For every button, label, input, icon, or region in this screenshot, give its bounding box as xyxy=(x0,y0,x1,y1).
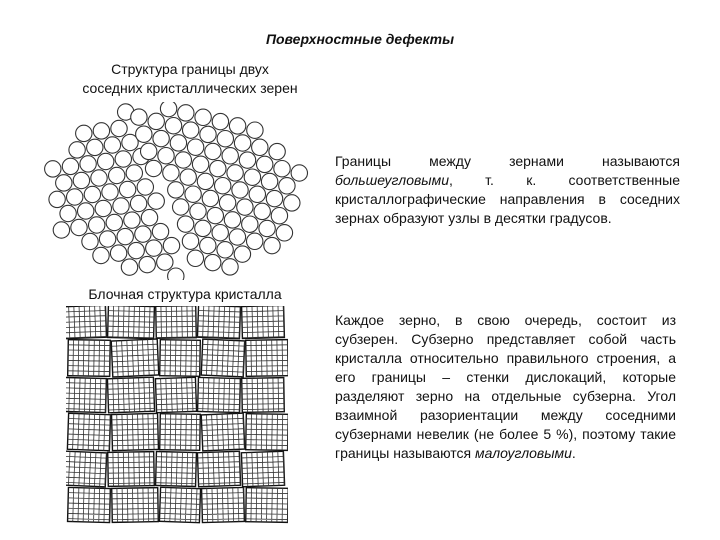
atom-circle xyxy=(222,259,238,275)
sub-block xyxy=(108,306,155,339)
block-figure-caption: Блочная структура кристалла xyxy=(88,286,282,302)
paragraph2-text-a: Каждое зерно, в свою очередь, состоит из субзерен. Субзерно представляет собой часть кристалла относительно правильного строения, а его границы – стенки дислокаций, которые разделяют зерно на отдельные субзерна. Угол взаимной разориентации между соседними субзернами невелик (не более 5 %), поэтому такие границы называются xyxy=(335,312,676,461)
atom-circle xyxy=(200,126,216,142)
atom-circle xyxy=(95,200,111,216)
atom-circle xyxy=(217,131,233,147)
grain-caption-line2: соседних кристаллических зерен xyxy=(82,80,298,96)
atom-circle xyxy=(229,229,245,245)
atom-circle xyxy=(224,212,240,228)
paragraph-high-angle-boundaries xyxy=(335,152,680,228)
atom-circle xyxy=(102,184,118,200)
atom-circle xyxy=(257,156,273,172)
sub-block xyxy=(68,340,111,377)
atom-circle xyxy=(261,173,277,189)
paragraph1-text-b: , т. к. соответственные кристаллографические направления в соседних зернах образуют узлы в десятки градусов. xyxy=(335,172,680,226)
atom-circle xyxy=(182,233,198,249)
atom-circle xyxy=(195,220,211,236)
atom-circle xyxy=(93,247,109,263)
atom-circle xyxy=(274,161,290,177)
sub-block xyxy=(66,306,107,339)
atom-circle xyxy=(110,245,126,261)
atom-circle xyxy=(219,195,235,211)
atom-circle xyxy=(205,143,221,159)
atom-circle xyxy=(153,130,169,146)
atom-circle xyxy=(234,135,250,151)
sub-block xyxy=(202,487,245,522)
atom-circle xyxy=(222,148,238,164)
atom-circle xyxy=(49,191,65,207)
atom-circle xyxy=(113,198,129,214)
atom-circle xyxy=(139,256,155,272)
sub-block xyxy=(67,413,110,450)
sub-block xyxy=(201,413,245,451)
atom-circle xyxy=(254,203,270,219)
atom-circle xyxy=(80,156,96,172)
atom-circle xyxy=(291,165,307,181)
atom-circle xyxy=(53,222,69,238)
grain-figure-caption xyxy=(40,60,340,98)
atom-circle xyxy=(135,226,151,242)
atom-circle xyxy=(160,102,176,117)
paragraph1-text-a: Границы между зернами называются xyxy=(335,153,680,169)
atom-circle xyxy=(109,167,125,183)
atom-circle xyxy=(141,209,157,225)
atom-circle xyxy=(128,242,144,258)
sub-block xyxy=(66,377,106,412)
sub-block xyxy=(201,339,245,377)
atom-circle xyxy=(217,242,233,258)
atom-circle xyxy=(126,165,142,181)
term-low-angle: малоугловыми xyxy=(475,445,572,461)
atom-circle xyxy=(175,152,191,168)
atom-circle xyxy=(177,216,193,232)
sub-block xyxy=(159,487,200,522)
sub-block xyxy=(246,340,288,377)
paragraph-subgrains xyxy=(335,311,676,463)
atom-circle xyxy=(115,151,131,167)
atom-circle xyxy=(163,165,179,181)
atom-circle xyxy=(136,126,152,142)
atom-circle xyxy=(145,160,161,176)
sub-block xyxy=(66,451,107,487)
sub-block xyxy=(111,339,159,377)
atom-circle xyxy=(104,137,120,153)
atom-circle xyxy=(234,246,250,262)
atom-circle xyxy=(183,122,199,138)
atom-circle xyxy=(119,181,135,197)
sub-block xyxy=(107,377,154,413)
term-high-angle: большеугловыми xyxy=(335,172,449,188)
atom-circle xyxy=(215,178,231,194)
atom-circle xyxy=(117,228,133,244)
atom-circle xyxy=(247,233,263,249)
atom-circle xyxy=(173,199,189,215)
atom-circle xyxy=(237,199,253,215)
atom-circle xyxy=(252,139,268,155)
sub-block xyxy=(242,306,285,339)
atom-circle xyxy=(137,179,153,195)
atom-circle xyxy=(185,186,201,202)
atom-circle xyxy=(111,120,127,136)
atom-circle xyxy=(264,237,280,253)
atom-circle xyxy=(187,139,203,155)
atom-circle xyxy=(98,153,114,169)
atom-circle xyxy=(106,214,122,230)
sub-block xyxy=(246,488,288,523)
atom-circle xyxy=(146,240,162,256)
sub-block xyxy=(112,488,159,523)
sub-block xyxy=(242,378,285,413)
atom-circle xyxy=(130,195,146,211)
atom-circle xyxy=(276,225,292,241)
block-structure-illustration xyxy=(66,306,288,524)
atom-circle xyxy=(62,158,78,174)
sub-block xyxy=(155,377,196,412)
atom-circle xyxy=(148,193,164,209)
atom-circle xyxy=(259,220,275,236)
atom-circle xyxy=(249,186,265,202)
atom-circle xyxy=(266,190,282,206)
atom-circle xyxy=(180,169,196,185)
atom-circle xyxy=(168,182,184,198)
atom-circle xyxy=(244,169,260,185)
grain-boundary-illustration xyxy=(40,102,310,280)
atom-circle xyxy=(84,186,100,202)
atom-circle xyxy=(73,172,89,188)
atom-circle xyxy=(163,237,179,253)
atom-circle xyxy=(69,142,85,158)
grain-caption-line1: Структура границы двух xyxy=(111,61,269,77)
paragraph2-text-b: . xyxy=(571,445,576,461)
atom-circle xyxy=(232,182,248,198)
atom-circle xyxy=(229,118,245,134)
sub-block xyxy=(197,451,240,486)
sub-block xyxy=(156,306,197,338)
atom-circle xyxy=(99,231,115,247)
sub-block xyxy=(108,452,155,487)
atom-circle xyxy=(87,139,103,155)
atom-circle xyxy=(89,217,105,233)
atom-circle xyxy=(56,175,72,191)
atom-circle xyxy=(168,268,184,280)
atom-circle xyxy=(158,148,174,164)
atom-circle xyxy=(67,189,83,205)
atom-circle xyxy=(207,207,223,223)
atom-circle xyxy=(148,113,164,129)
sub-block xyxy=(197,306,240,339)
atom-circle xyxy=(131,109,147,125)
atom-circle xyxy=(157,254,173,270)
sub-block xyxy=(160,414,201,451)
atom-circle xyxy=(165,118,181,134)
atom-circle xyxy=(178,105,194,121)
atom-circle xyxy=(227,165,243,181)
atom-circle xyxy=(247,122,263,138)
atom-circle xyxy=(197,173,213,189)
atom-circle xyxy=(82,233,98,249)
atom-circle xyxy=(141,143,157,159)
atom-circle xyxy=(195,109,211,125)
sub-block xyxy=(241,451,284,486)
atom-circle xyxy=(124,212,140,228)
atom-circle xyxy=(91,170,107,186)
atom-circle xyxy=(242,216,258,232)
page-title: Поверхностные дефекты xyxy=(265,31,455,47)
atom-circle xyxy=(284,195,300,211)
atom-circle xyxy=(279,178,295,194)
atom-circle xyxy=(202,190,218,206)
sub-block xyxy=(68,487,111,522)
atom-circle xyxy=(170,135,186,151)
atom-circle xyxy=(205,254,221,270)
atom-circle xyxy=(60,205,76,221)
atom-circle xyxy=(210,160,226,176)
atom-circle xyxy=(45,161,61,177)
atom-circle xyxy=(76,125,92,141)
sub-block xyxy=(160,340,201,377)
atom-circle xyxy=(200,237,216,253)
sub-block xyxy=(112,413,159,450)
sub-block xyxy=(246,414,288,451)
atom-circle xyxy=(187,250,203,266)
atom-circle xyxy=(190,203,206,219)
atom-circle xyxy=(152,223,168,239)
atom-circle xyxy=(192,156,208,172)
atom-circle xyxy=(93,123,109,139)
atom-circle xyxy=(271,208,287,224)
atom-circle xyxy=(212,113,228,129)
atom-circle xyxy=(239,152,255,168)
atom-circle xyxy=(78,203,94,219)
atom-circle xyxy=(121,259,137,275)
atom-circle xyxy=(269,143,285,159)
sub-block xyxy=(198,377,241,412)
atom-circle xyxy=(212,225,228,241)
atom-circle xyxy=(71,219,87,235)
sub-block xyxy=(156,451,197,486)
